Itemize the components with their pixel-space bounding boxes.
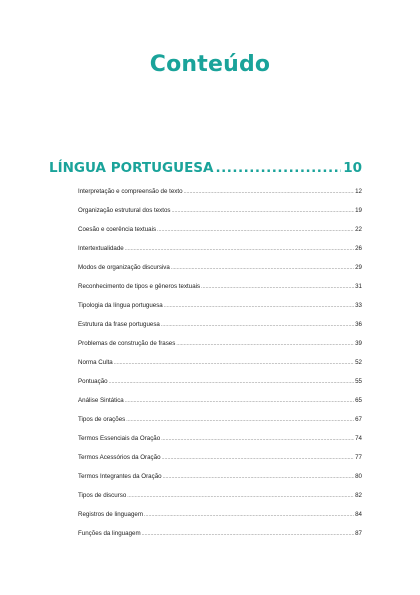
toc-entry[interactable] bbox=[78, 302, 362, 309]
toc-entry-page: 12 bbox=[355, 188, 362, 195]
toc-entry-leader bbox=[109, 379, 355, 385]
toc-entry-leader bbox=[164, 303, 354, 309]
toc-entry-leader bbox=[144, 512, 354, 518]
toc-entry-label: Análise Sintática bbox=[78, 397, 124, 404]
toc-entry[interactable] bbox=[78, 473, 362, 480]
toc-entry-page: 22 bbox=[355, 226, 362, 233]
toc-entry-label: Interpretação e compreensão de texto bbox=[78, 188, 183, 195]
toc-entry-page: 65 bbox=[355, 397, 362, 404]
page-title: Conteúdo bbox=[149, 52, 271, 77]
toc-entry-label: Estrutura da frase portuguesa bbox=[78, 321, 160, 328]
toc-entry[interactable] bbox=[78, 245, 362, 252]
toc-entry[interactable] bbox=[78, 454, 362, 461]
toc-entry-label: Tipos de orações bbox=[78, 416, 126, 423]
toc-entry[interactable] bbox=[78, 492, 362, 499]
toc-entry-page: 39 bbox=[355, 340, 362, 347]
toc-entry[interactable] bbox=[78, 435, 362, 442]
toc-entry-leader bbox=[201, 284, 354, 290]
toc-entry[interactable] bbox=[78, 321, 362, 328]
toc-entry-page: 36 bbox=[355, 321, 362, 328]
toc-entry[interactable] bbox=[78, 264, 362, 271]
toc-entry-leader bbox=[142, 531, 355, 537]
toc-entry-leader bbox=[171, 265, 354, 271]
toc-entry-page: 29 bbox=[355, 264, 362, 271]
toc-entry-label: Tipologia da língua portuguesa bbox=[78, 302, 163, 309]
toc-entry[interactable] bbox=[78, 340, 362, 347]
toc-entry[interactable] bbox=[78, 397, 362, 404]
toc-entry-page: 19 bbox=[355, 207, 362, 214]
toc-entry[interactable] bbox=[78, 378, 362, 385]
toc-section-heading[interactable] bbox=[49, 160, 362, 176]
toc-entry-label: Funções da linguagem bbox=[78, 530, 141, 537]
toc-entry-label: Reconhecimento de tipos e gêneros textuais bbox=[78, 283, 201, 290]
toc-entry-label: Organização estrutural dos textos bbox=[78, 207, 171, 214]
toc-entry-leader bbox=[176, 341, 354, 347]
toc-entry-label: Intertextualidade bbox=[78, 245, 124, 252]
toc-entry-leader bbox=[125, 398, 354, 404]
toc-entry[interactable] bbox=[78, 359, 362, 366]
toc-entry-page: 84 bbox=[355, 511, 362, 518]
toc-entry-leader bbox=[161, 436, 354, 442]
toc-entry[interactable] bbox=[78, 207, 362, 214]
toc-entry-leader bbox=[126, 417, 354, 423]
toc-entry[interactable] bbox=[78, 283, 362, 290]
toc-entry-leader bbox=[172, 208, 355, 214]
toc-entry-page: 55 bbox=[355, 378, 362, 385]
toc-entry-label: Termos Integrantes da Oração bbox=[78, 473, 162, 480]
toc-entry-label: Termos Essenciais da Oração bbox=[78, 435, 161, 442]
toc-entry-page: 33 bbox=[355, 302, 362, 309]
toc-entry[interactable] bbox=[78, 530, 362, 537]
toc-entry[interactable] bbox=[78, 226, 362, 233]
toc-entry-label: Problemas de construção de frases bbox=[78, 340, 176, 347]
toc-entry-leader bbox=[163, 474, 355, 480]
section-page-number: 10 bbox=[343, 160, 362, 176]
section-leader-dots bbox=[215, 160, 341, 176]
toc-entry[interactable] bbox=[78, 511, 362, 518]
toc-entry-leader bbox=[162, 455, 355, 461]
toc-entry-page: 77 bbox=[355, 454, 362, 461]
toc-entry-leader bbox=[157, 227, 354, 233]
toc-entry-page: 80 bbox=[355, 473, 362, 480]
toc-entry-leader bbox=[161, 322, 354, 328]
toc-entry-label: Coesão e coerência textuais bbox=[78, 226, 157, 233]
toc-entry-label: Termos Acessórios da Oração bbox=[78, 454, 161, 461]
toc-entry-leader bbox=[127, 493, 354, 499]
toc-entry-leader bbox=[184, 189, 355, 195]
toc-entry-label: Norma Culta bbox=[78, 359, 113, 366]
toc-entry-page: 67 bbox=[355, 416, 362, 423]
toc-entry-page: 52 bbox=[355, 359, 362, 366]
section-label: LÍNGUA PORTUGUESA bbox=[49, 160, 214, 176]
toc-entry-page: 31 bbox=[355, 283, 362, 290]
toc-entry-page: 87 bbox=[355, 530, 362, 537]
toc-entry-page: 82 bbox=[355, 492, 362, 499]
toc-entry-label: Pontuação bbox=[78, 378, 108, 385]
toc-entry-page: 74 bbox=[355, 435, 362, 442]
toc-entry[interactable] bbox=[78, 416, 362, 423]
toc-entry-leader bbox=[114, 360, 354, 366]
toc-entry-page: 26 bbox=[355, 245, 362, 252]
toc-entry-label: Registros de linguagem bbox=[78, 511, 144, 518]
toc-entry-label: Tipos de discurso bbox=[78, 492, 127, 499]
toc-entry-leader bbox=[125, 246, 354, 252]
toc-entry[interactable] bbox=[78, 188, 362, 195]
toc-entry-label: Modos de organização discursiva bbox=[78, 264, 170, 271]
